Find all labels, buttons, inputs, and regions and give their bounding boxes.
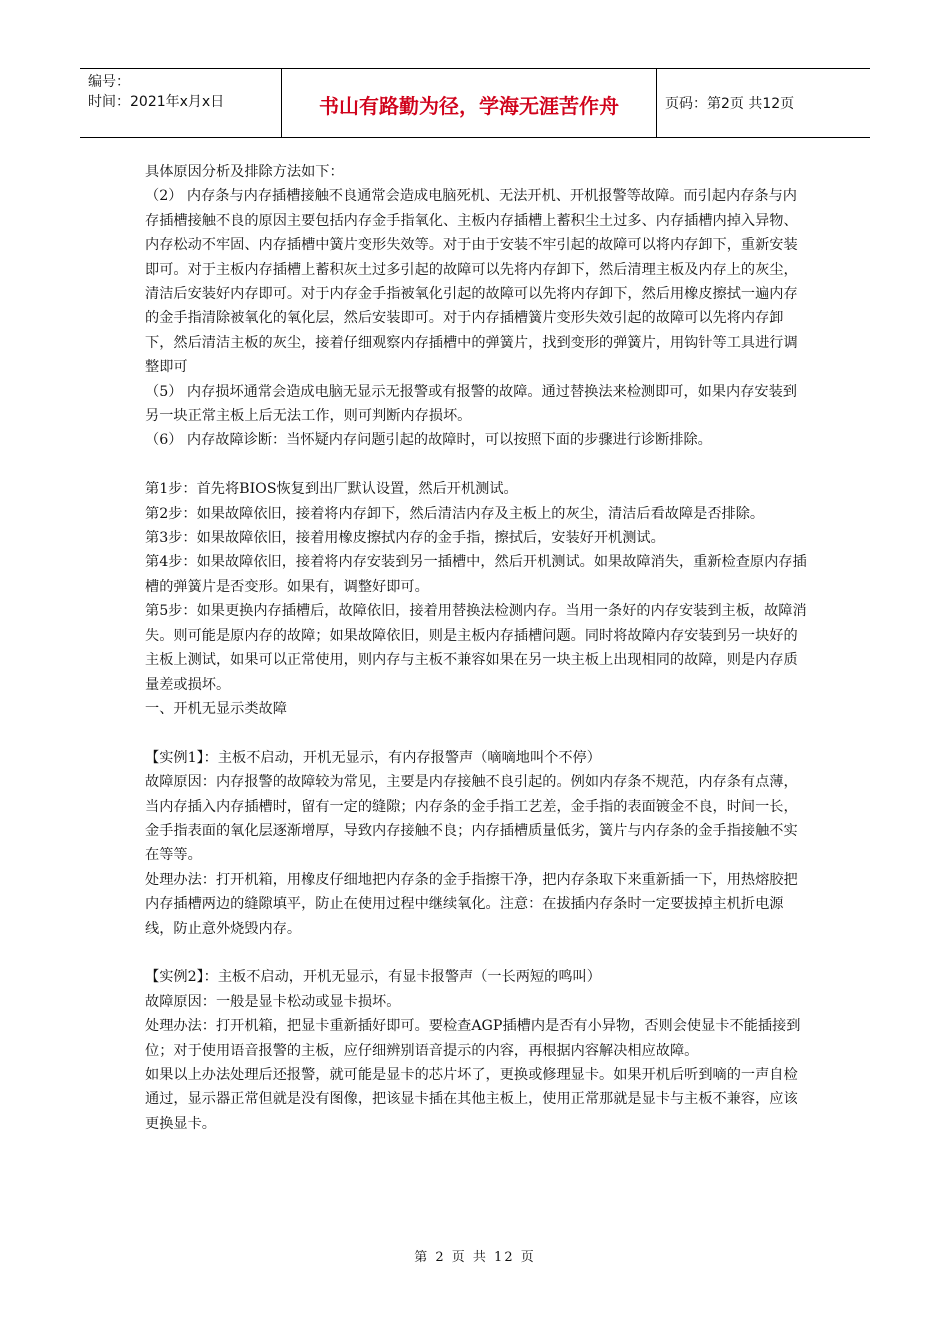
- header-motto: 书山有路勤为径，学海无涯苦作舟: [282, 69, 657, 137]
- example-2-solution: 处理办法：打开机箱，把显卡重新插好即可。要检查AGP插槽内是否有小异物，否则会使显卡不能插接到位；对于使用语音报警的主板，应仔细辨别语音提示的内容，再根据内容解决相应故障。: [145, 1018, 801, 1059]
- document-number-label: 编号：: [88, 74, 130, 90]
- paragraph-step-3: 第3步：如果故障依旧，接着用橡皮擦拭内存的金手指，擦拭后，安装好开机测试。: [145, 530, 665, 547]
- example-1-cause: 故障原因：内存报警的故障较为常见，主要是内存接触不良引起的。例如内存条不规范，内存条有点薄，当内存插入内存插槽时，留有一定的缝隙；内存条的金手指工艺差，金手指的表面镀金不良，时间一长，金手指表面的氧化层逐渐增厚，导致内存接触不良；内存插槽质量低劣，簧片与内存条的金手指接触不实在等等。: [145, 774, 798, 864]
- example-2-cause: 故障原因：一般是显卡松动或显卡损坏。: [145, 993, 401, 1010]
- paragraph-item-5: （5） 内存损坏通常会造成电脑无显示无报警或有报警的故障。通过替换法来检测即可，如果内存安装到另一块正常主板上后无法工作，则可判断内存损坏。: [145, 383, 797, 425]
- paragraph-step-2: 第2步：如果故障依旧，接着将内存卸下，然后清洁内存及主板上的灰尘，清洁后看故障是否排除。: [145, 505, 765, 522]
- paragraph-step-5: 第5步：如果更换内存插槽后，故障依旧，接着用替换法检测内存。当用一条好的内存安装到主板，故障消失。则可能是原内存的故障；如果故障依旧，则是主板内存插槽问题。同时将故障内存安装到另一块好的主板上测试，如果可以正常使用，则内存与主板不兼容如果在另一块主板上出现相同的故障，则是内存质量差或损坏。: [145, 603, 807, 693]
- example-1-solution: 处理办法：打开机箱，用橡皮仔细地把内存条的金手指擦干净，把内存条取下来重新插一下，用热熔胶把内存插槽两边的缝隙填平，防止在使用过程中继续氧化。注意：在拔插内存条时一定要拔掉主机折电源线，防止意外烧毁内存。: [145, 871, 798, 937]
- example-2-title: 【实例2】：主板不启动，开机无显示，有显卡报警声（一长两短的鸣叫）: [145, 969, 601, 986]
- document-body: [145, 160, 810, 1136]
- page-header: [80, 68, 870, 138]
- paragraph-step-4: 第4步：如果故障依旧，接着将内存安装到另一插槽中，然后开机测试。如果故障消失，重新检查原内存插槽的弹簧片是否变形。如果有，调整好即可。: [145, 554, 807, 595]
- blank-line: [145, 721, 810, 745]
- page-footer: 第 2 页 共 12 页: [414, 1250, 536, 1265]
- example-1-title: 【实例1】：主板不启动，开机无显示，有内存报警声（嘀嘀地叫个不停）: [145, 749, 601, 766]
- document-date-label: 时间：2021年x月x日: [88, 94, 225, 110]
- paragraph-intro: 具体原因分析及排除方法如下：: [145, 164, 344, 180]
- example-2-extra: 如果以上办法处理后还报警，就可能是显卡的芯片坏了，更换或修理显卡。如果开机后听到嘀的一声自检通过，显示器正常但就是没有图像，把该显卡插在其他主板上，使用正常那就是显卡与主板不兼容，应该更换显卡。: [145, 1066, 798, 1132]
- paragraph-step-1: 第1步：首先将BIOS恢复到出厂默认设置，然后开机测试。: [145, 481, 518, 498]
- blank-line: [145, 941, 810, 965]
- header-meta-cell: [80, 69, 282, 137]
- section-heading: 一、开机无显示类故障: [145, 700, 287, 717]
- paragraph-item-2: （2） 内存条与内存插槽接触不良通常会造成电脑死机、无法开机、开机报警等故障。而引起内存条与内存插槽接触不良的原因主要包括内存金手指氧化、主板内存插槽上蓄积尘土过多、内存插槽内掉入异物、内存松动不牢固、内存插槽中簧片变形失效等。对于由于安装不牢引起的故障可以将内存卸下，重新安装即可。对于主板内存插槽上蓄积灰土过多引起的故障可以先将内存卸下，然后清理主板及内存上的灰尘，清洁后安装好内存即可。对于内存金手指被氧化引起的故障可以先将内存卸下，然后用橡皮擦拭一遍内存的金手指清除被氧化的氧化层，然后安装即可。对于内存插槽簧片变形失效引起的故障可以先将内存卸下，然后清洁主板的灰尘，接着仔细观察内存插槽中的弹簧片，找到变形的弹簧片，用钩针等工具进行调整即可: [145, 188, 798, 376]
- header-page-number: 页码：第2页 共12页: [665, 96, 795, 112]
- blank-line: [145, 453, 810, 477]
- paragraph-item-6: （6） 内存故障诊断：当怀疑内存问题引起的故障时，可以按照下面的步骤进行诊断排除。: [145, 432, 712, 449]
